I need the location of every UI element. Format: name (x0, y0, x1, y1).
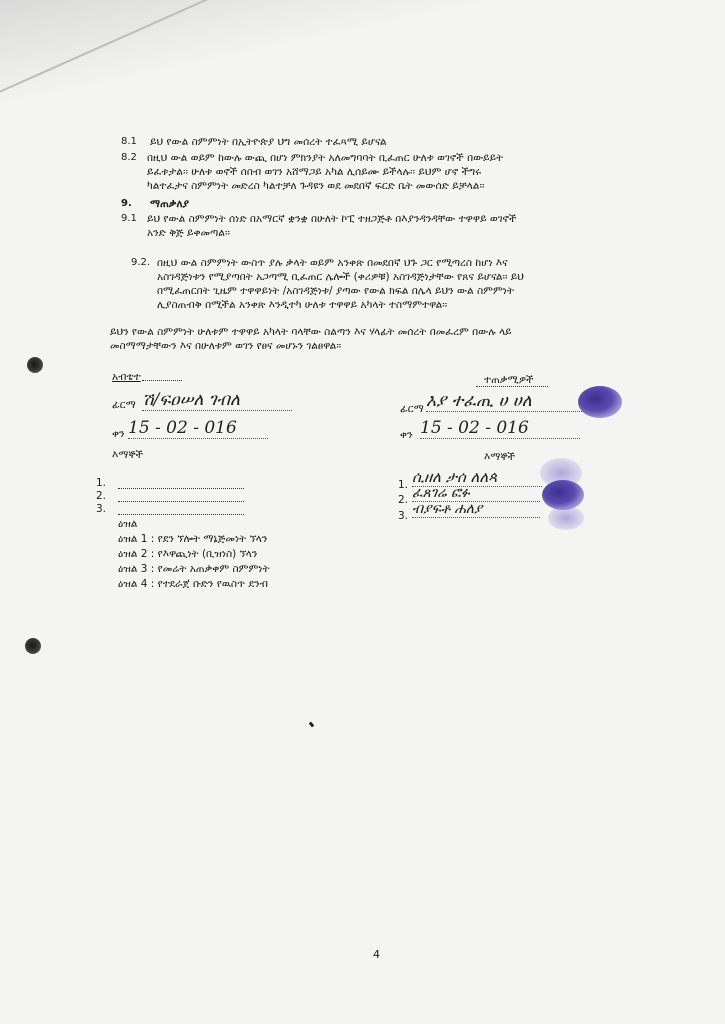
witness-line-empty (118, 476, 244, 489)
clause-paragraph (147, 212, 657, 240)
clause-line: ሊያስጠብቅ በሚችል አንቀጽ እንዲተካ ሁለቱ ተዋዋይ አካላት ተስማምተዋል፡፡ (157, 299, 448, 311)
clause-line: በዚህ ውል ወይም ከውሉ ውጪ በሆነ ምክንያት አለመግባባት ቢፈጠር ሁለቱ ወገኖች በውይይት (147, 152, 504, 164)
heading-underline (142, 368, 182, 381)
witness-number: 3. (398, 510, 409, 522)
clause-number: 8.1 (121, 136, 137, 147)
left-date-handwritten: 15 - 02 - 016 (128, 418, 268, 439)
appendix-item: ዕዝል 4 : የተደራጀ ቡድን የዉስጥ ደንብ (118, 578, 268, 590)
witness-line-empty (118, 489, 244, 502)
clause-number: 9.2. (131, 257, 151, 268)
closing-statement (110, 325, 660, 353)
left-witnesses-label: እማኞች (112, 449, 144, 461)
appendix-item: ዕዝል 3 : የመሬት አጠቃቀም ስምምነት (118, 563, 270, 575)
left-party-heading: አብቴተ (112, 371, 141, 383)
clause-paragraph (157, 256, 657, 312)
witness-number: 3. (96, 503, 107, 515)
right-party-heading: ተጠቃሚዎች (484, 374, 534, 386)
clause-number: 9.1 (121, 213, 137, 224)
thumbprint-stamp (548, 506, 584, 530)
appendix-label: ዕዝል (118, 518, 138, 530)
punch-hole (25, 638, 41, 654)
left-signature-label: ፊርማ (112, 399, 136, 411)
section-number: 9. (121, 198, 132, 209)
closing-line: ይህን የውል ስምምነት ሁለቱም ተዋዋይ አካላት ባላቸው ስልጣን እና ሃላፊት መሰረት በመፈረም በውሉ ላይ (110, 326, 512, 338)
witness-name-handwritten: ሲዘለ ታሰ ለለጳ (412, 468, 542, 487)
clause-line: ካልተፈታና ስምምነት መድረስ ካልተቻለ ጉዳዩን ወደ መደበኛ ፍርድ ቤት መውሰድ ይቻላል፡፡ (147, 180, 485, 192)
heading-underline (476, 374, 548, 387)
closing-line: መስማማታቸውን እና በሁለቱም ወገን የፀና መሆኑን ገልፀዋል፡፡ (110, 340, 342, 352)
clause-line: ይፈቱታል፡፡ ሁለቱ ወኖች ሰበብ ወገን አሸማጋይ አካል ሊሰይሙ ይችላሉ፡፡ ይህም ሆኖ ችግሩ (147, 166, 482, 178)
witness-number: 2. (96, 490, 107, 502)
right-signature-handwritten: እያ ተፈጢ ሀ ሀለ (426, 391, 586, 412)
clause-line: በሚፈጠርበት ጊዜም ተዋዋይነት /አስገዳጅነቱ/ ያጣው የውል ክፍል በሌላ ይህን ውል ስምምነት (157, 285, 515, 297)
appendix-item: ዕዝል 1 : የደን ኘሎት ማኔጅመነት ኘላን (118, 533, 268, 545)
clause-paragraph (147, 151, 657, 193)
clause-line: በዚህ ውል ስምምነት ውስጥ ያሉ ቃላት ወይም አንቀጽ በመደበኛ ህጉ ጋር የሚጣረስ ከሆነ እና (157, 257, 508, 269)
punch-hole (27, 357, 43, 373)
right-date-handwritten: 15 - 02 - 016 (420, 418, 580, 439)
section-heading: ማጠቃለያ (150, 198, 190, 210)
witness-name-handwritten: ፈጸገሬ ፎፉ (412, 485, 540, 502)
thumbprint-stamp (578, 386, 622, 418)
right-witnesses-label: እማኞች (484, 451, 516, 463)
witness-name-handwritten: ብያፍቶ ሐለያ (412, 501, 540, 518)
appendix-item: ዕዝል 2 : የእዋጪነት (ቢዝነስ) ኘላን (118, 548, 258, 560)
clause-line: ይህ የውል ስምምነት ሰነድ በአማርኛ ቋንቋ በሁለት ኮፒ ተዘጋጅቶ በእያንዳንዳቸው ተዋዋይ ወገኖች (147, 213, 517, 225)
clause-line: አንድ ቅጅ ይቀመጣል፡፡ (147, 227, 230, 239)
page-fold-shadow (0, 0, 725, 120)
left-date-label: ቀን (112, 428, 125, 440)
ink-speck (309, 722, 315, 728)
right-signature-label: ፊርማ (400, 403, 424, 415)
right-date-label: ቀን (400, 429, 413, 441)
clause-line: አስገዳጅነቱን የሚያጣበት አጋጣሚ ቢፈጠር ሌሎች (ቀሪዎቹ) አስገዳጅነታቸው የጸና ይሆናል፡፡ ይህ (157, 271, 524, 283)
clause-text: ይህ የውል ስምምነት በኢትዮጵያ ህግ መሰረት ተፈጻሚ ይሆናል (150, 136, 387, 148)
left-signature-handwritten: ሽ/ፍዐሠለ ገብለ (142, 390, 292, 411)
witness-line-empty (118, 502, 244, 515)
clause-number: 8.2 (121, 152, 137, 163)
witness-number: 1. (398, 479, 409, 491)
page-number: 4 (373, 948, 380, 961)
witness-number: 2. (398, 494, 409, 506)
witness-number: 1. (96, 477, 107, 489)
